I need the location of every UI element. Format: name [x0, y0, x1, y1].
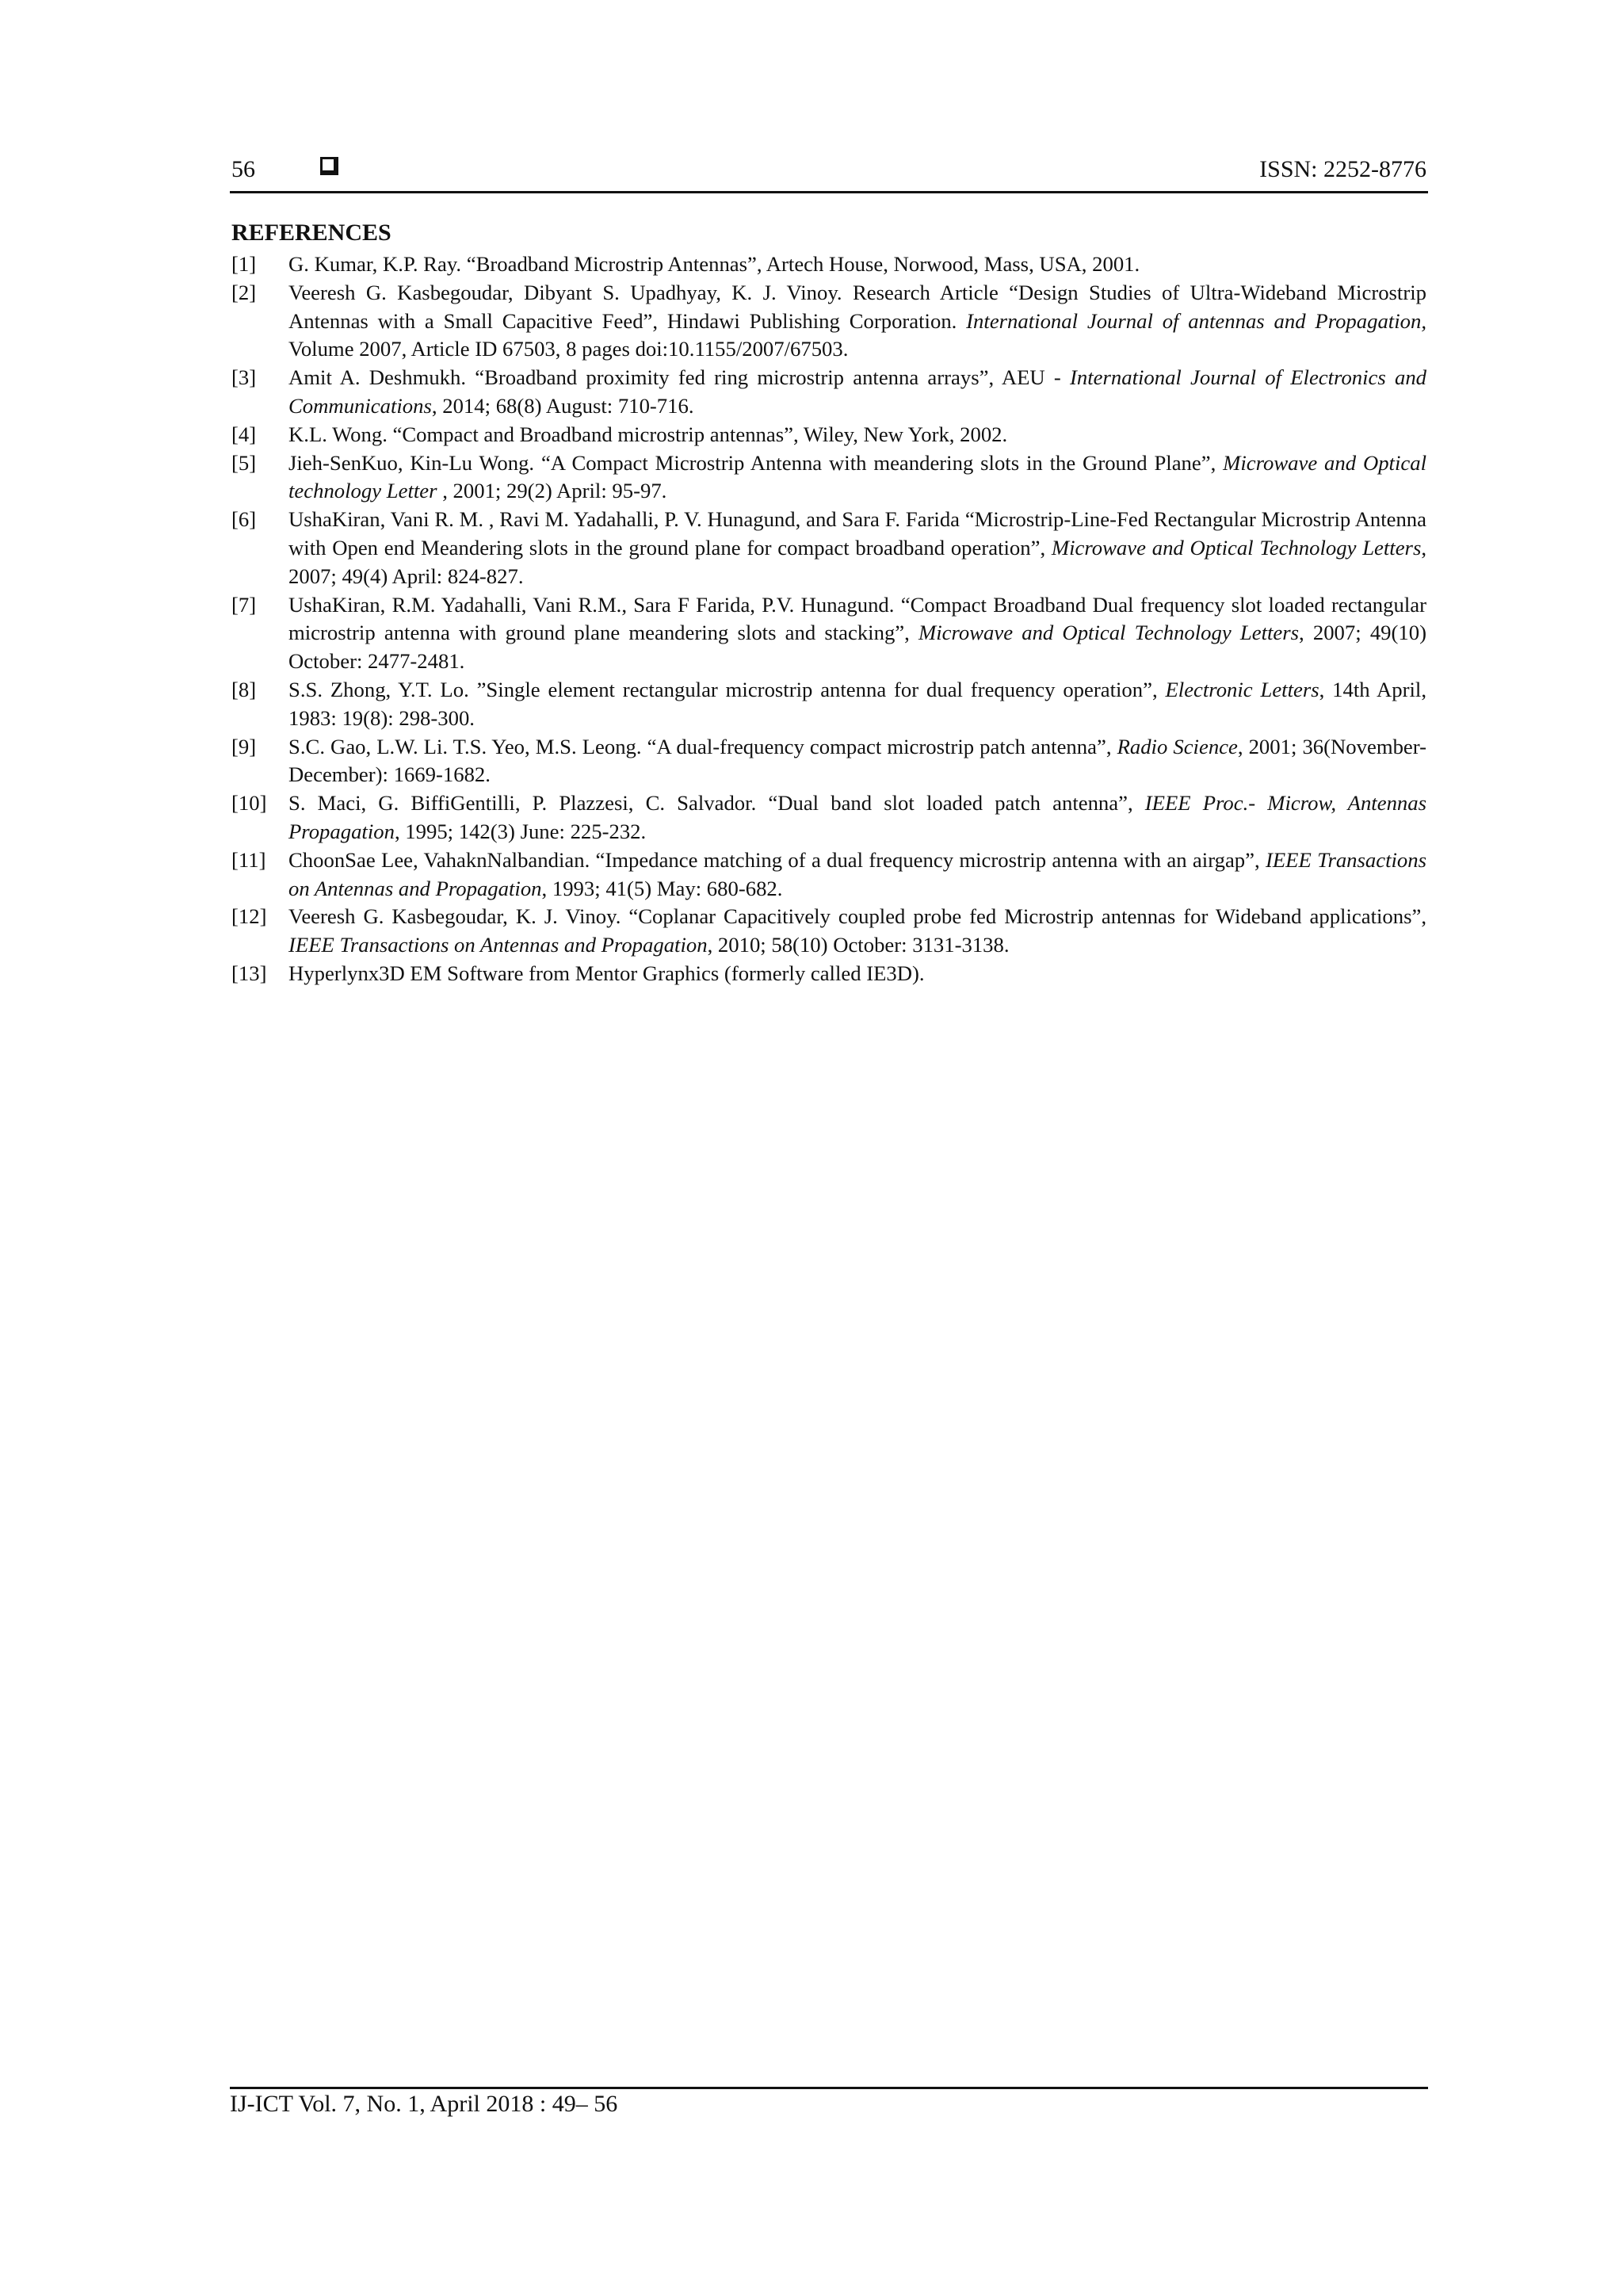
reference-segment: , 2010; 58(10) October: 3131-3138. [707, 933, 1010, 957]
reference-number: [7] [231, 592, 257, 617]
reference-number: [4] [231, 422, 257, 446]
reference-segment: Amit A. Deshmukh. “Broadband proximity fed ring microstrip antenna arrays”, AEU - [288, 365, 1070, 390]
reference-item [231, 960, 1426, 988]
reference-segment: Veeresh G. Kasbegoudar, K. J. Vinoy. “Coplanar Capacitively coupled probe fed Microstrip antennas for Wideband applications”, [288, 904, 1426, 929]
reference-text [288, 591, 1426, 676]
footer-divider [230, 2087, 1428, 2089]
reference-venue: Microwave and Optical Technology Letters [1051, 535, 1422, 560]
reference-item [231, 250, 1426, 279]
reference-venue: Electronic Letters [1165, 677, 1319, 701]
reference-number: [12] [231, 904, 267, 929]
header-divider [230, 191, 1428, 193]
section-title: REFERENCES [231, 220, 391, 246]
reference-segment: , 2001; 36(November-December): 1669-1682. [288, 734, 1427, 787]
reference-text [288, 250, 1426, 279]
reference-item [231, 421, 1426, 449]
reference-text [288, 279, 1426, 364]
reference-text [288, 960, 1426, 988]
reference-segment: , 2007; 49(4) April: 824-827. [288, 535, 1426, 588]
reference-number: [5] [231, 450, 257, 475]
issn-label: ISSN: 2252-8776 [1259, 156, 1426, 182]
reference-segment: , 2014; 68(8) August: 710-716. [431, 393, 694, 418]
reference-venue: IEEE Transactions on Antennas and Propagation [288, 933, 708, 957]
reference-venue: International Journal of Electronics and Communications [288, 365, 1427, 418]
reference-segment: , 14th April, 1983: 19(8): 298-300. [288, 677, 1426, 730]
reference-venue: Microwave and Optical technology Letter [288, 450, 1426, 503]
reference-segment: Volume 2007, Article ID 67503, 8 pages doi:10.1155/2007/67503. [288, 337, 849, 361]
reference-number: [1] [231, 252, 257, 276]
reference-item [231, 449, 1426, 506]
reference-segment: Veeresh G. Kasbegoudar, Dibyant S. Upadhyay, K. J. Vinoy. Research Article “Design Studies of Ultra-Wideband Microstrip Antennas with a Small Capacitive Feed”, Hindawi Publishing Corporation. [288, 280, 1426, 333]
reference-item [231, 506, 1426, 590]
reference-text [288, 421, 1426, 449]
reference-segment: , 2007; 49(10) October: 2477-2481. [288, 621, 1426, 674]
reference-segment: S.S. Zhong, Y.T. Lo. ”Single element rectangular microstrip antenna for dual frequency operation”, [288, 677, 1166, 701]
reference-venue: Radio Science [1117, 734, 1238, 758]
reference-venue: International Journal of antennas and Propagation, [966, 308, 1426, 333]
reference-text [288, 506, 1426, 590]
reference-number: [6] [231, 507, 257, 532]
reference-list [231, 250, 1426, 988]
reference-text [288, 676, 1426, 733]
reference-venue: IEEE Proc.- Microw, Antennas Propagation [288, 791, 1426, 843]
reference-segment: , 1995; 142(3) June: 225-232. [394, 819, 647, 843]
reference-item [231, 591, 1426, 676]
reference-text [288, 846, 1426, 904]
reference-segment: G. Kumar, K.P. Ray. “Broadband Microstrip Antennas”, Artech House, Norwood, Mass, USA, 2001. [288, 252, 1140, 276]
reference-item [231, 279, 1426, 364]
reference-text [288, 364, 1426, 421]
reference-text [288, 789, 1426, 846]
reference-venue: IEEE Transactions on Antennas and Propagation [288, 847, 1426, 900]
reference-item [231, 364, 1426, 421]
reference-segment: K.L. Wong. “Compact and Broadband microstrip antennas”, Wiley, New York, 2002. [288, 422, 1008, 446]
reference-segment: S.C. Gao, L.W. Li. T.S. Yeo, M.S. Leong. “A dual-frequency compact microstrip patch antenna”, [288, 734, 1117, 758]
reference-segment: Hyperlynx3D EM Software from Mentor Graphics (formerly called IE3D). [288, 961, 925, 985]
reference-segment: , 2001; 29(2) April: 95-97. [442, 479, 667, 503]
reference-item [231, 789, 1426, 846]
reference-number: [8] [231, 677, 257, 701]
reference-number: [9] [231, 734, 257, 758]
reference-number: [10] [231, 791, 267, 816]
reference-text [288, 903, 1426, 960]
reference-item [231, 733, 1426, 790]
square-box-icon [320, 157, 338, 175]
reference-number: [2] [231, 280, 257, 304]
reference-number: [11] [231, 847, 266, 872]
reference-venue: Microwave and Optical Technology Letters [918, 621, 1300, 645]
page-number: 56 [231, 156, 255, 182]
reference-segment: Jieh-SenKuo, Kin-Lu Wong. “A Compact Microstrip Antenna with meandering slots in the Ground Plane”, [288, 450, 1224, 475]
reference-number: [13] [231, 961, 267, 985]
reference-segment: UshaKiran, R.M. Yadahalli, Vani R.M., Sara F Farida, P.V. Hunagund. “Compact Broadband Dual frequency slot loaded rectangular microstrip antenna with ground plane meandering slots and stacking”, [288, 592, 1426, 645]
reference-text [288, 733, 1426, 790]
reference-number: [3] [231, 365, 257, 390]
reference-segment: UshaKiran, Vani R. M. , Ravi M. Yadahalli, P. V. Hunagund, and Sara F. Farida “Microstrip-Line-Fed Rectangular Microstrip Antenna with Open end Meandering slots in the ground plane for compact broadband operation”, [288, 507, 1426, 560]
reference-item [231, 676, 1426, 733]
reference-segment: , 1993; 41(5) May: 680-682. [541, 876, 783, 900]
reference-item [231, 903, 1426, 960]
footer-citation: IJ-ICT Vol. 7, No. 1, April 2018 : 49– 56 [230, 2091, 618, 2117]
reference-text [288, 449, 1426, 506]
reference-segment: ChoonSae Lee, VahaknNalbandian. “Impedance matching of a dual frequency microstrip antenna with an airgap”, [288, 847, 1266, 872]
reference-segment: S. Maci, G. BiffiGentilli, P. Plazzesi, C. Salvador. “Dual band slot loaded patch antenna”, [288, 791, 1145, 816]
reference-item [231, 846, 1426, 904]
